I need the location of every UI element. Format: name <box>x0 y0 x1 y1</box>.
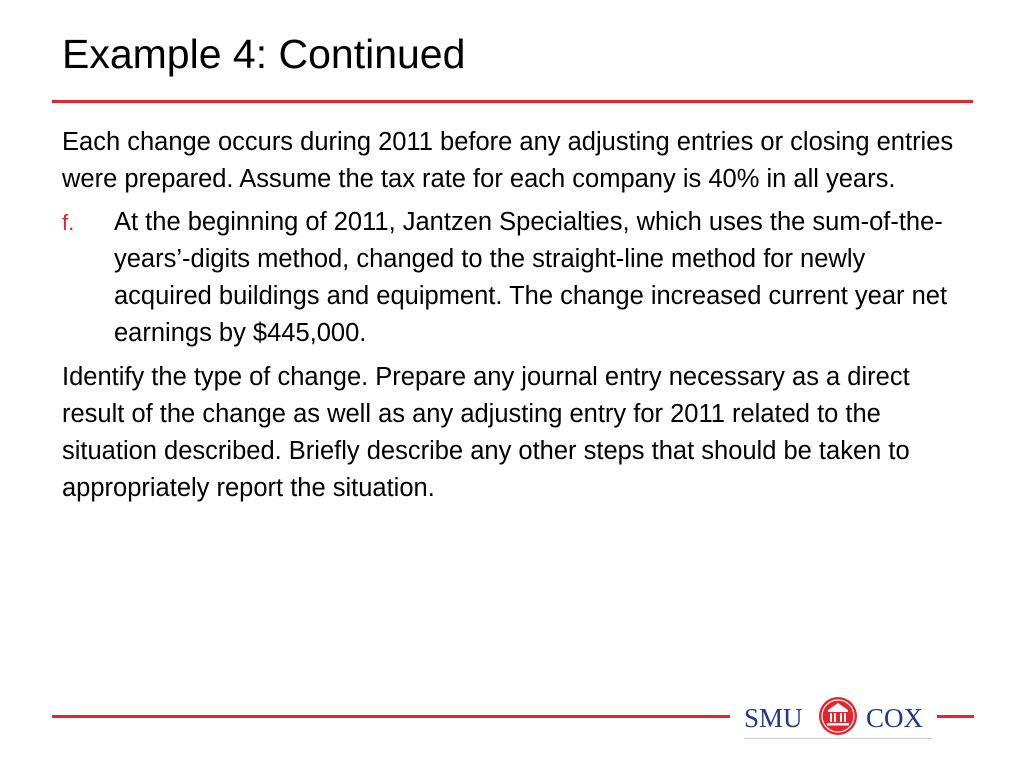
list-marker: f. <box>62 210 75 235</box>
list-item-text: At the beginning of 2011, Jantzen Specialties, which uses the sum-of-the-years’-digits method, changed to the straight-line method for newly acquired buildings and equipment. The change increased current year net earnings by $445,000. <box>114 208 948 347</box>
intro-paragraph: Each change occurs during 2011 before any adjusting entries or closing entries were prepared. Assume the tax rate for each company is 40% in all years. <box>62 128 954 193</box>
logo-text-smu: SMU <box>744 703 803 733</box>
title-divider <box>52 100 973 103</box>
smu-cox-logo <box>742 694 934 740</box>
footer-divider-left <box>52 715 730 718</box>
footer-divider-right <box>937 715 974 718</box>
list-item-f <box>62 204 967 352</box>
slide-title: Example 4: Continued <box>62 31 466 77</box>
logo-text-cox: COX <box>866 703 924 733</box>
logo-underline <box>744 738 932 739</box>
instructions-paragraph: Identify the type of change. Prepare any journal entry necessary as a direct result of the change as well as any adjusting entry for 2011 related to the situation described. Briefly describe any other steps that should be taken to appropriately report the situation. <box>62 363 910 502</box>
slide-body <box>62 124 967 507</box>
seal-icon <box>819 697 857 735</box>
